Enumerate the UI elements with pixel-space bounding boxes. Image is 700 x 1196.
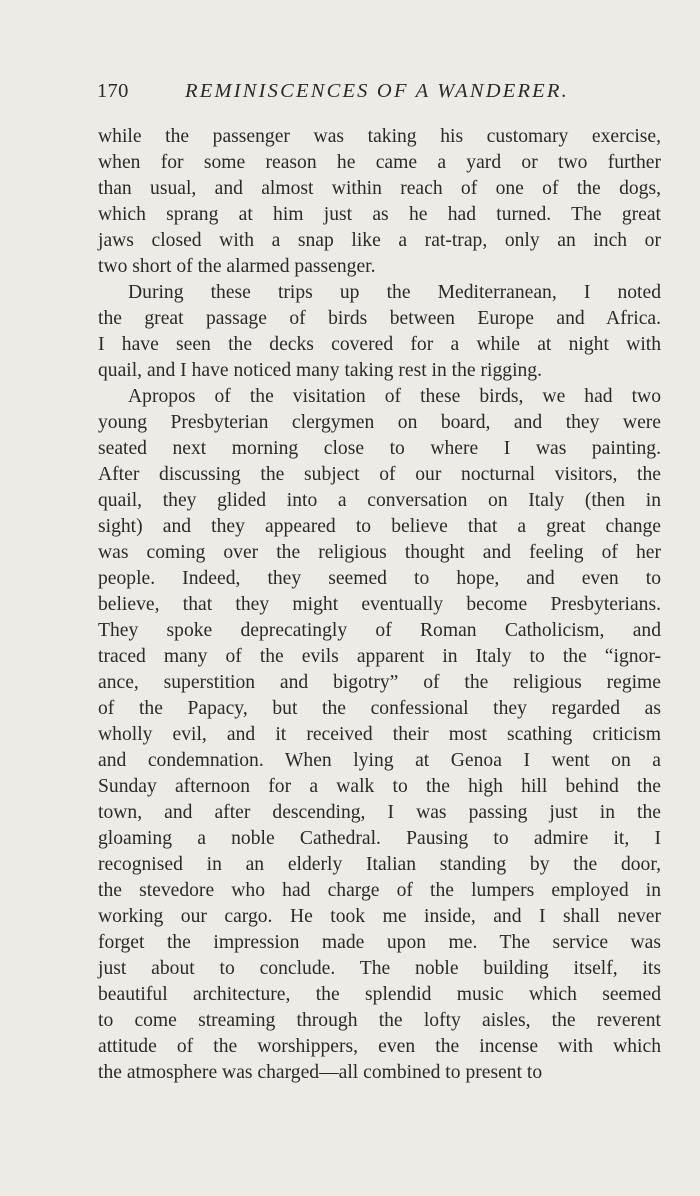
text-line: was coming over the religious thought and feeling of her	[98, 542, 661, 563]
text-line: working our cargo. He took me inside, and I shall never	[98, 906, 661, 927]
text-line: quail, they glided into a conversation on Italy (then in	[98, 490, 661, 511]
text-line: town, and after descending, I was passing just in the	[98, 802, 661, 823]
text-line: the great passage of birds between Europe and Africa.	[98, 308, 661, 329]
text-line: the stevedore who had charge of the lumpers employed in	[98, 880, 661, 901]
paragraph	[98, 124, 661, 280]
text-line: when for some reason he came a yard or two further	[98, 152, 661, 173]
text-line: which sprang at him just as he had turned. The great	[98, 204, 661, 225]
text-line: Apropos of the visitation of these birds, we had two	[128, 386, 661, 407]
text-line: young Presbyterian clergymen on board, and they were	[98, 412, 661, 433]
text-line: to come streaming through the lofty aisles, the reverent	[98, 1010, 661, 1031]
paragraph	[98, 280, 661, 384]
page-number: 170	[97, 80, 129, 102]
text-line: than usual, and almost within reach of one of the dogs,	[98, 178, 661, 199]
text-line: and condemnation. When lying at Genoa I went on a	[98, 750, 661, 771]
paragraph	[98, 384, 661, 1086]
text-line: During these trips up the Mediterranean, I noted	[128, 282, 661, 303]
running-head	[97, 80, 597, 106]
text-line: recognised in an elderly Italian standing by the door,	[98, 854, 661, 875]
text-line: of the Papacy, but the confessional they regarded as	[98, 698, 661, 719]
text-line: beautiful architecture, the splendid music which seemed	[98, 984, 661, 1005]
body-text	[98, 124, 661, 1086]
text-line: wholly evil, and it received their most scathing criticism	[98, 724, 661, 745]
text-line: while the passenger was taking his customary exercise,	[98, 126, 661, 147]
text-line: I have seen the decks covered for a while at night with	[98, 334, 661, 355]
text-line: sight) and they appeared to believe that a great change	[98, 516, 661, 537]
text-line: traced many of the evils apparent in Italy to the “ignor-	[98, 646, 661, 667]
text-line: forget the impression made upon me. The service was	[98, 932, 661, 953]
text-line: Sunday afternoon for a walk to the high hill behind the	[98, 776, 661, 797]
text-line: seated next morning close to where I was painting.	[98, 438, 661, 459]
text-line: After discussing the subject of our nocturnal visitors, the	[98, 464, 661, 485]
text-line: jaws closed with a snap like a rat-trap, only an inch or	[98, 230, 661, 251]
text-line: gloaming a noble Cathedral. Pausing to admire it, I	[98, 828, 661, 849]
text-line: people. Indeed, they seemed to hope, and even to	[98, 568, 661, 589]
text-line: They spoke deprecatingly of Roman Catholicism, and	[98, 620, 661, 641]
text-line: two short of the alarmed passenger.	[98, 256, 376, 277]
text-line: attitude of the worshippers, even the incense with which	[98, 1036, 661, 1057]
text-line: the atmosphere was charged—all combined to present to	[98, 1062, 543, 1083]
text-line: quail, and I have noticed many taking rest in the rigging.	[98, 360, 543, 381]
text-line: ance, superstition and bigotry” of the religious regime	[98, 672, 661, 693]
text-line: just about to conclude. The noble building itself, its	[98, 958, 661, 979]
text-line: believe, that they might eventually become Presbyterians.	[98, 594, 661, 615]
running-title: REMINISCENCES OF A WANDERER.	[185, 80, 569, 102]
